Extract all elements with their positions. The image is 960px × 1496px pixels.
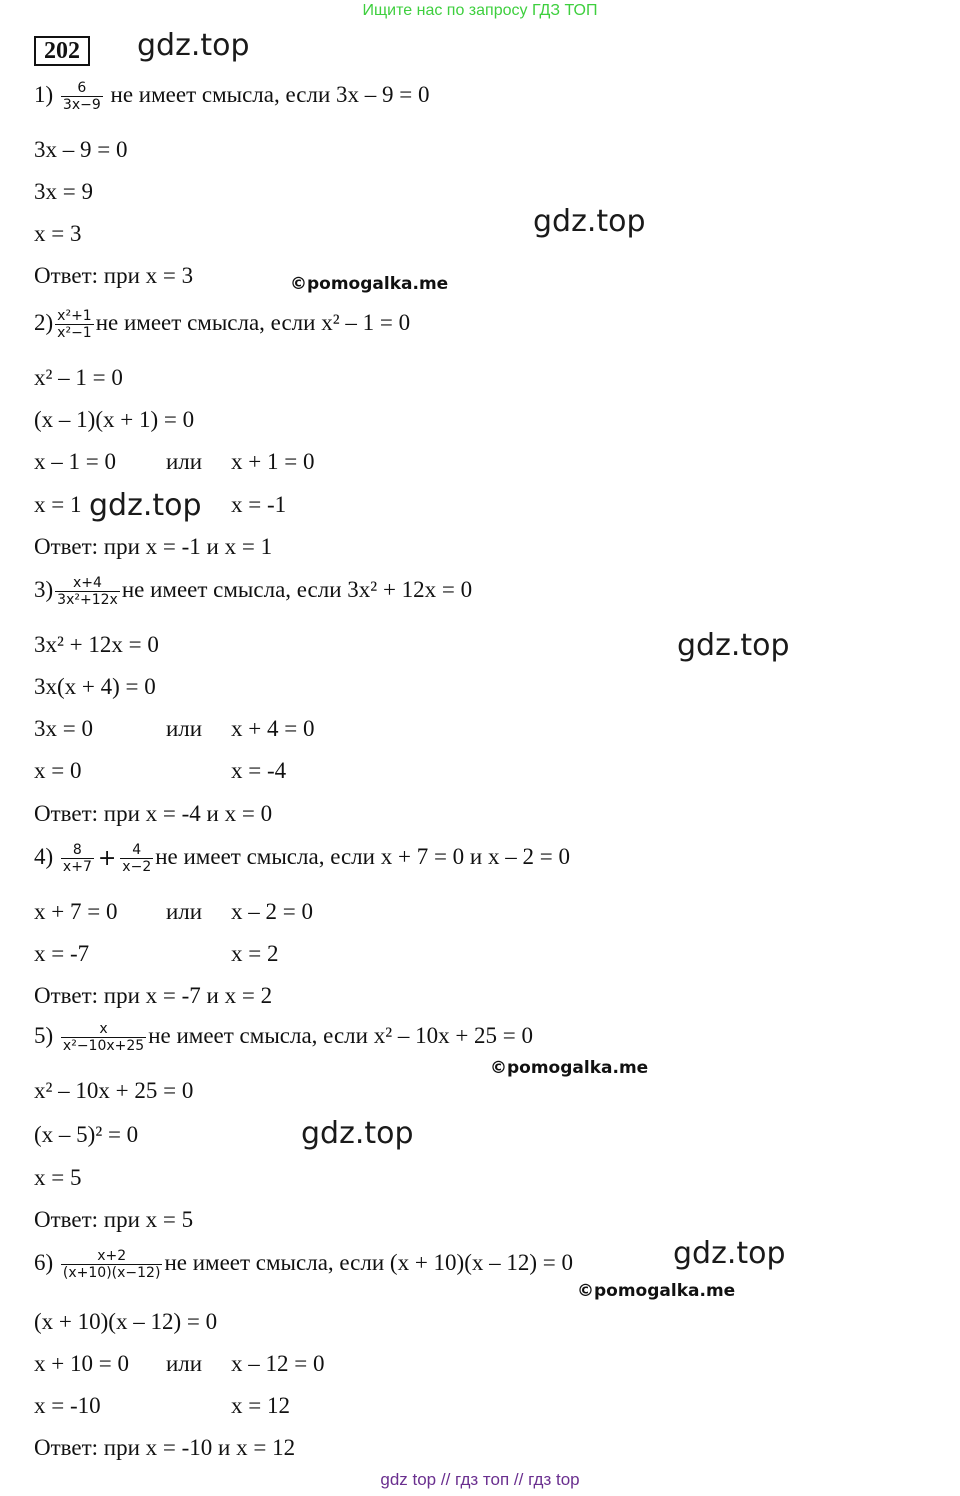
watermark-copyright-2: ©pomogalka.me bbox=[490, 1058, 649, 1078]
problem-5-statement bbox=[34, 1021, 533, 1054]
problem-4-number: 4) bbox=[34, 843, 54, 869]
problem-2-statement bbox=[34, 308, 410, 341]
problem-1-number: 1) bbox=[34, 81, 54, 107]
answer-line: Ответ: при x = 5 bbox=[34, 1207, 194, 1232]
solution-line: (x – 5)² = 0 bbox=[34, 1122, 139, 1147]
answer-line: Ответ: при x = -1 и x = 1 bbox=[34, 534, 273, 559]
fraction-numerator: x bbox=[99, 1021, 108, 1037]
problem-5-fraction bbox=[61, 1021, 146, 1054]
problem-4-fraction-2 bbox=[120, 842, 153, 875]
solution-line: x = -4 bbox=[231, 758, 287, 783]
problem-1-condition: не имеет смысла, если 3x – 9 = 0 bbox=[110, 81, 430, 107]
problem-6-statement bbox=[34, 1248, 573, 1281]
watermark-gdz-1: gdz.top bbox=[137, 28, 250, 63]
problem-4-statement bbox=[34, 842, 570, 875]
solution-line: x = 12 bbox=[231, 1393, 290, 1418]
or-word: или bbox=[166, 1351, 203, 1376]
fraction-numerator: 8 bbox=[72, 842, 82, 858]
solution-line: (x + 10)(x – 12) = 0 bbox=[34, 1309, 218, 1334]
fraction-numerator: 4 bbox=[132, 842, 142, 858]
solution-line: x = -1 bbox=[231, 492, 287, 517]
solution-line: x – 12 = 0 bbox=[231, 1351, 325, 1376]
problem-6-condition: не имеет смысла, если (x + 10)(x – 12) = 0 bbox=[164, 1249, 574, 1275]
fraction-numerator: x+2 bbox=[97, 1248, 127, 1264]
fraction-numerator: 6 bbox=[77, 80, 87, 96]
solution-line: x = 1 bbox=[34, 492, 82, 517]
solution-line: x² – 10x + 25 = 0 bbox=[34, 1078, 194, 1103]
answer-line: Ответ: при x = 3 bbox=[34, 263, 194, 288]
solution-line: 3x² + 12x = 0 bbox=[34, 632, 159, 657]
fraction-denominator: x+7 bbox=[62, 859, 92, 875]
footer-separator: // bbox=[440, 1470, 451, 1489]
problem-3-fraction bbox=[55, 575, 120, 608]
problem-5-number: 5) bbox=[34, 1022, 54, 1048]
watermark-gdz-2: gdz.top bbox=[533, 204, 646, 239]
solution-line: x + 10 = 0 bbox=[34, 1351, 129, 1376]
solution-line: x – 1 = 0 bbox=[34, 449, 116, 474]
answer-line: Ответ: при x = -10 и x = 12 bbox=[34, 1435, 296, 1460]
watermark-gdz-6: gdz.top bbox=[673, 1236, 786, 1271]
fraction-denominator: x²−10x+25 bbox=[62, 1038, 145, 1054]
solution-line: x – 2 = 0 bbox=[231, 899, 313, 924]
answer-line: Ответ: при x = -4 и x = 0 bbox=[34, 801, 273, 826]
solution-line: 3x = 9 bbox=[34, 179, 93, 204]
problem-4-fraction-1 bbox=[61, 842, 94, 875]
footer-link-gdz-top-ru[interactable]: гдз топ bbox=[455, 1470, 510, 1489]
solution-line: x = -10 bbox=[34, 1393, 101, 1418]
problem-3-number: 3) bbox=[34, 576, 54, 602]
answer-line: Ответ: при x = -7 и x = 2 bbox=[34, 983, 273, 1008]
footer-link-gdz-top[interactable]: gdz top bbox=[380, 1470, 437, 1489]
solution-line: x + 7 = 0 bbox=[34, 899, 118, 924]
solution-line: x + 4 = 0 bbox=[231, 716, 315, 741]
problem-6-fraction bbox=[61, 1248, 163, 1281]
problem-1-statement bbox=[34, 80, 429, 113]
watermark-copyright-3: ©pomogalka.me bbox=[577, 1281, 736, 1301]
watermark-gdz-5: gdz.top bbox=[301, 1116, 414, 1151]
task-number: 202 bbox=[34, 36, 90, 66]
plus-sign: + bbox=[97, 846, 117, 871]
fraction-denominator: (x+10)(x−12) bbox=[62, 1265, 161, 1281]
fraction-denominator: x−2 bbox=[122, 859, 152, 875]
solution-line: x = 3 bbox=[34, 221, 82, 246]
problem-3-condition: не имеет смысла, если 3x² + 12x = 0 bbox=[121, 576, 473, 602]
solution-line: 3x – 9 = 0 bbox=[34, 137, 128, 162]
problem-6-number: 6) bbox=[34, 1249, 54, 1275]
watermark-gdz-3: gdz.top bbox=[89, 488, 202, 523]
solution-line: 3x = 0 bbox=[34, 716, 93, 741]
problem-2-number: 2) bbox=[34, 309, 54, 335]
solution-line: x = 2 bbox=[231, 941, 279, 966]
fraction-denominator: x²−1 bbox=[57, 325, 92, 341]
fraction-denominator: 3x−9 bbox=[62, 97, 101, 113]
or-word: или bbox=[166, 716, 203, 741]
solution-line: x + 1 = 0 bbox=[231, 449, 315, 474]
or-word: или bbox=[166, 899, 203, 924]
footer-link-gdz-top-mixed[interactable]: гдз top bbox=[528, 1470, 580, 1489]
top-banner[interactable]: Ищите нас по запросу ГДЗ ТОП bbox=[362, 2, 598, 19]
solution-line: x² – 1 = 0 bbox=[34, 365, 123, 390]
problem-5-condition: не имеет смысла, если x² – 10x + 25 = 0 bbox=[148, 1022, 534, 1048]
problem-1-fraction bbox=[61, 80, 103, 113]
problem-2-condition: не имеет смысла, если x² – 1 = 0 bbox=[95, 309, 411, 335]
solution-line: 3x(x + 4) = 0 bbox=[34, 674, 156, 699]
footer-separator: // bbox=[513, 1470, 524, 1489]
problem-4-condition: не имеет смысла, если x + 7 = 0 и x – 2 = 0 bbox=[155, 843, 570, 869]
watermark-copyright-1: ©pomogalka.me bbox=[290, 274, 449, 294]
fraction-numerator: x+4 bbox=[73, 575, 102, 591]
solution-line: x = -7 bbox=[34, 941, 90, 966]
watermark-gdz-4: gdz.top bbox=[677, 628, 790, 663]
problem-2-fraction bbox=[55, 308, 94, 341]
solution-line: x = 5 bbox=[34, 1165, 82, 1190]
problem-3-statement bbox=[34, 575, 472, 608]
solution-line: (x – 1)(x + 1) = 0 bbox=[34, 407, 195, 432]
footer-links bbox=[0, 1470, 960, 1490]
fraction-denominator: 3x²+12x bbox=[57, 592, 118, 608]
or-word: или bbox=[166, 449, 203, 474]
fraction-numerator: x²+1 bbox=[57, 308, 92, 324]
solution-line: x = 0 bbox=[34, 758, 82, 783]
